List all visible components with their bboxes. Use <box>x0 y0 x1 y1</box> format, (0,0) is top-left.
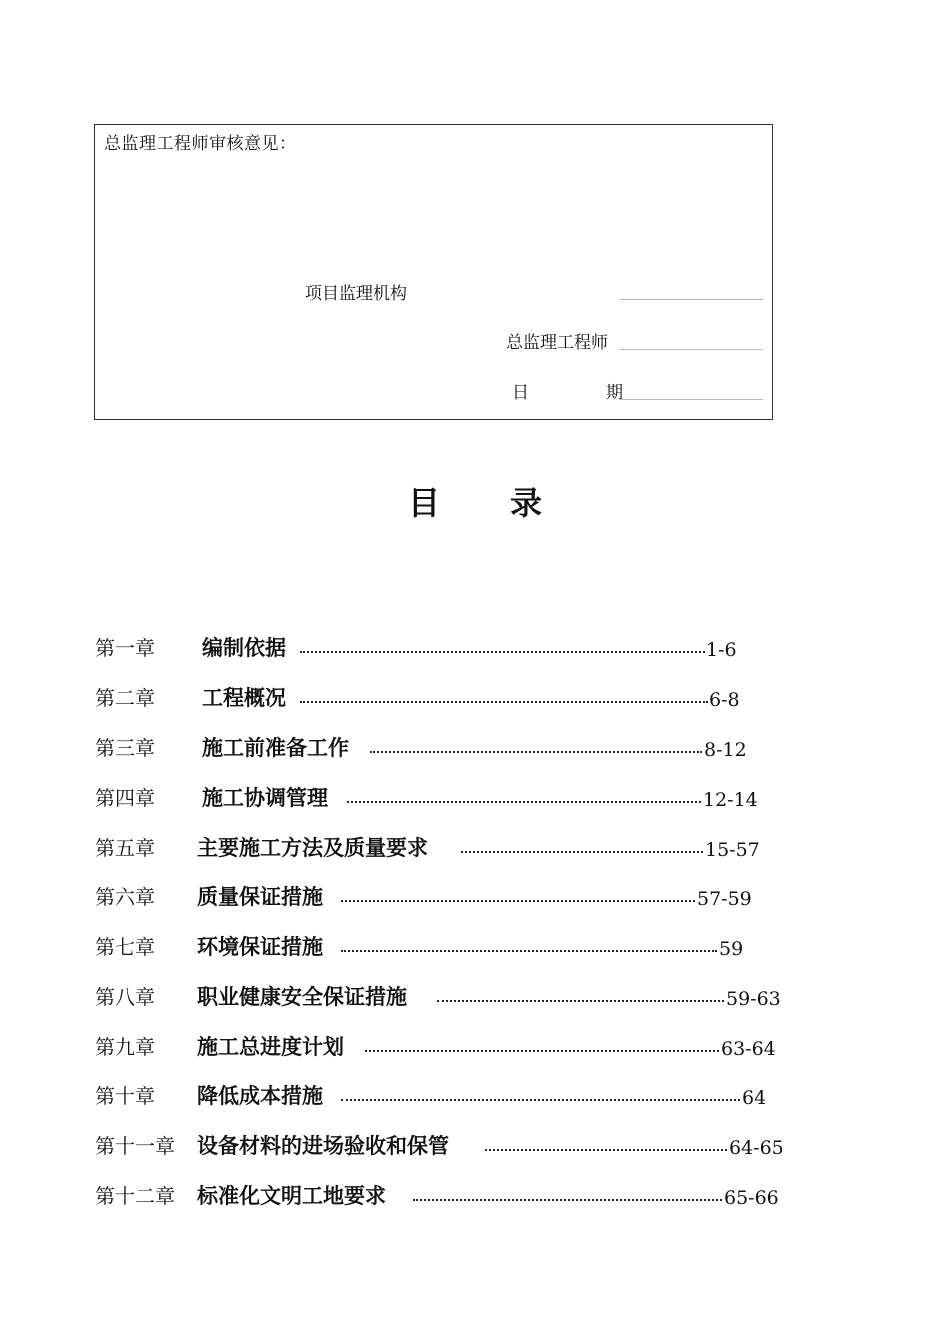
toc-leader <box>461 847 703 853</box>
toc-leader <box>365 1046 719 1052</box>
review-box <box>94 124 773 420</box>
toc-leader <box>341 946 717 952</box>
toc-title-part1: 目 <box>407 484 440 522</box>
toc-chapter: 第一章 <box>95 636 155 660</box>
toc-pages: 65-66 <box>724 1187 779 1209</box>
date-label-period: 期 <box>606 383 623 403</box>
toc-chapter: 第三章 <box>95 736 155 760</box>
toc-heading: 环境保证措施 <box>197 934 323 959</box>
toc-chapter: 第十章 <box>95 1084 155 1108</box>
toc-pages: 59-63 <box>726 988 781 1010</box>
toc-pages: 64 <box>742 1087 767 1109</box>
toc-title <box>0 478 950 524</box>
toc-leader <box>413 1195 722 1201</box>
toc-pages: 6-8 <box>709 689 740 711</box>
toc-pages: 1-6 <box>706 639 737 661</box>
toc-heading: 施工协调管理 <box>202 785 328 810</box>
toc-heading: 主要施工方法及质量要求 <box>197 835 428 860</box>
toc-pages: 64-65 <box>729 1137 784 1159</box>
engineer-label: 总监理工程师 <box>506 333 608 353</box>
toc-heading: 设备材料的进场验收和保管 <box>197 1133 449 1158</box>
toc-heading: 工程概况 <box>202 685 286 710</box>
toc-heading: 施工前准备工作 <box>202 735 349 760</box>
toc-pages: 12-14 <box>703 789 758 811</box>
toc-pages: 8-12 <box>704 739 747 761</box>
toc-chapter: 第八章 <box>95 985 155 1009</box>
toc-chapter: 第九章 <box>95 1035 155 1059</box>
org-label: 项目监理机构 <box>305 284 407 304</box>
toc-chapter: 第七章 <box>95 935 155 959</box>
toc-leader <box>300 697 708 703</box>
toc-chapter: 第十二章 <box>95 1184 175 1208</box>
toc-chapter: 第四章 <box>95 786 155 810</box>
engineer-signature-line <box>620 349 763 350</box>
toc-pages: 63-64 <box>721 1038 776 1060</box>
toc-heading: 施工总进度计划 <box>197 1034 344 1059</box>
toc-leader <box>300 647 705 653</box>
toc-leader <box>437 996 724 1002</box>
toc-pages: 57-59 <box>697 888 752 910</box>
toc-heading: 编制依据 <box>202 635 286 660</box>
toc-chapter: 第十一章 <box>95 1134 175 1158</box>
date-label-day: 日 <box>512 383 529 403</box>
toc-heading: 标准化文明工地要求 <box>197 1183 386 1208</box>
toc-leader <box>341 1095 740 1101</box>
toc-title-part2: 录 <box>510 484 543 522</box>
toc-leader <box>370 747 702 753</box>
toc-pages: 59 <box>719 938 744 960</box>
date-signature-line <box>620 399 763 400</box>
review-title: 总监理工程师审核意见： <box>104 134 297 154</box>
toc-leader <box>485 1145 727 1151</box>
toc-chapter: 第六章 <box>95 885 155 909</box>
toc-leader <box>347 797 701 803</box>
toc-leader <box>341 896 695 902</box>
toc-chapter: 第五章 <box>95 836 155 860</box>
toc-heading: 职业健康安全保证措施 <box>197 984 407 1009</box>
toc-heading: 降低成本措施 <box>197 1083 323 1108</box>
toc-heading: 质量保证措施 <box>197 884 323 909</box>
toc-chapter: 第二章 <box>95 686 155 710</box>
toc-pages: 15-57 <box>705 839 760 861</box>
org-signature-line <box>620 299 763 300</box>
